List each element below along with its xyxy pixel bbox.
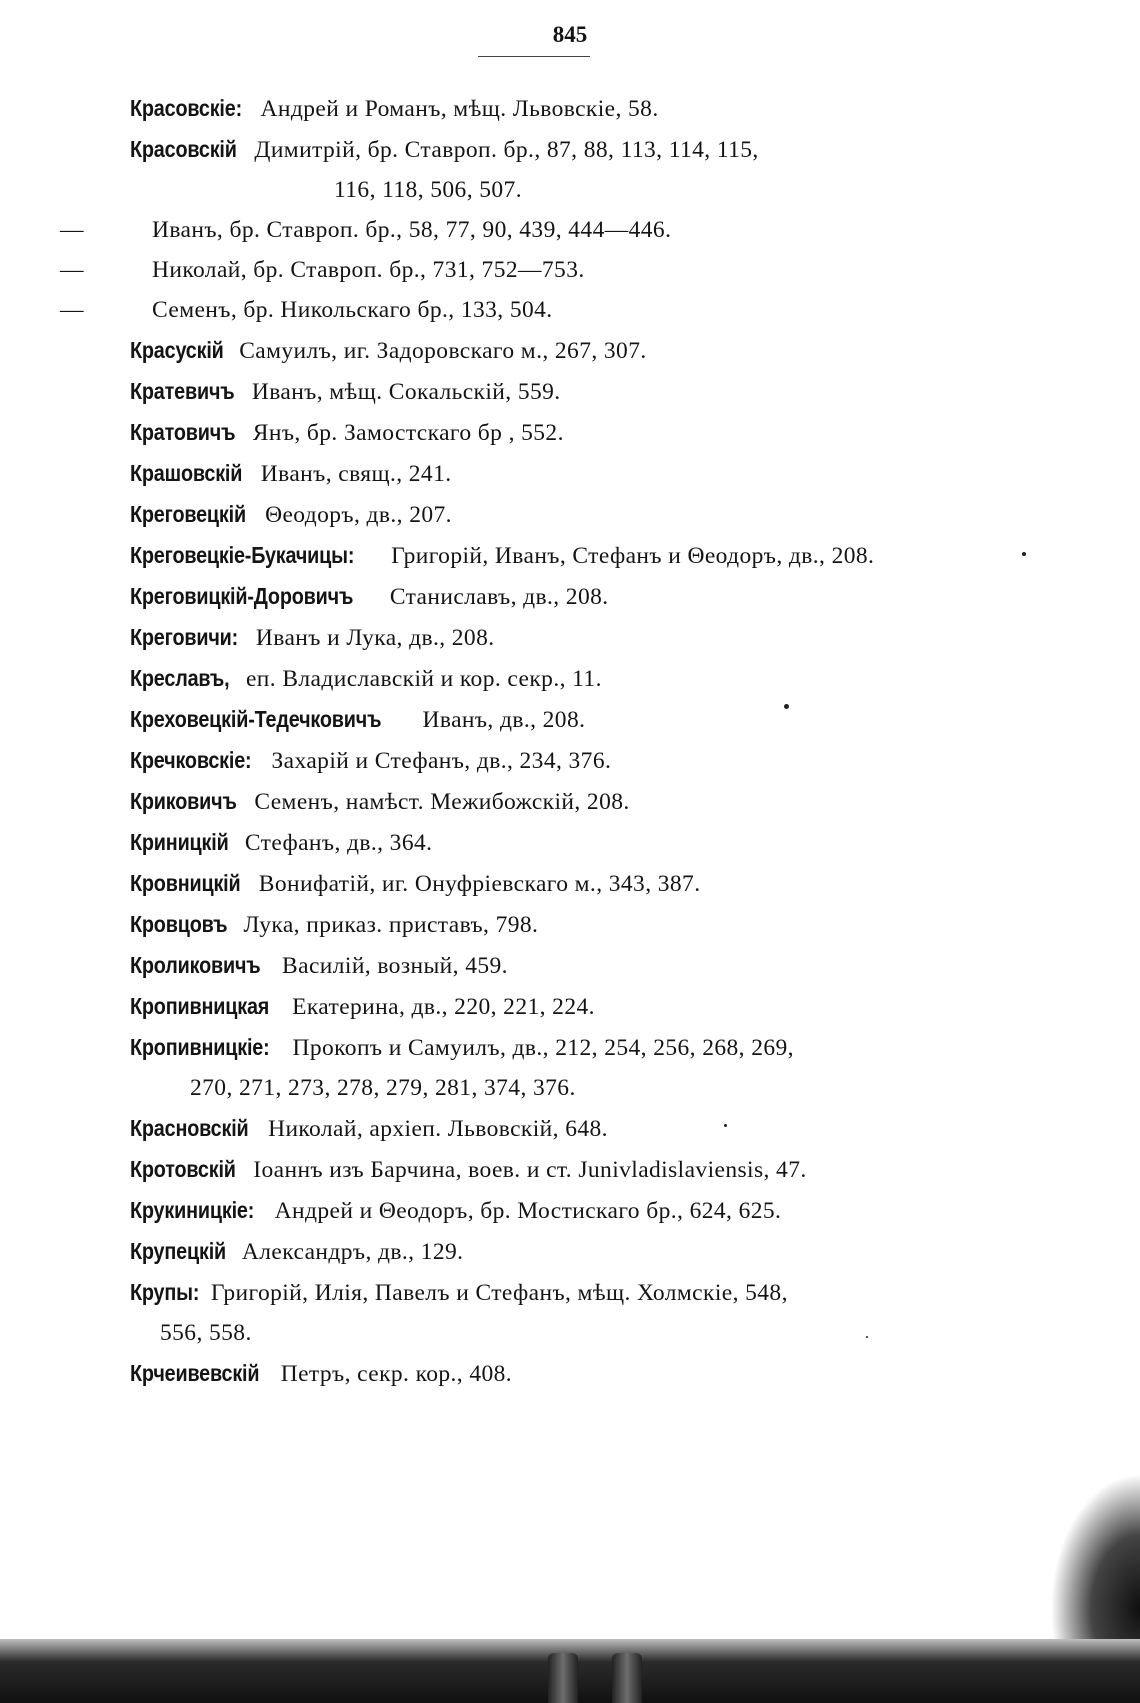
entry-headword: Кровницкій bbox=[130, 870, 241, 896]
index-entry bbox=[130, 781, 950, 822]
index-entry bbox=[130, 904, 950, 945]
entry-text: Θеодоръ, дв., 207. bbox=[258, 502, 452, 528]
index-entry bbox=[130, 658, 950, 699]
entry-dash: — bbox=[60, 297, 84, 323]
index-entry bbox=[130, 1027, 950, 1108]
entry-text: Іоаннъ изъ Барчина, воев. и ст. Junivladislaviensis, 47. bbox=[246, 1157, 807, 1183]
entry-text: Димитрій, бр. Ставроп. бр., 87, 88, 113, 114, 115, bbox=[248, 137, 759, 163]
entry-continuation: 556, 558. bbox=[160, 1320, 252, 1346]
entry-headword: Красовскій bbox=[130, 136, 237, 162]
entry-text: Янъ, бр. Замостскаго бр , 552. bbox=[246, 420, 564, 446]
index-entries bbox=[0, 88, 1140, 1394]
entry-continuation: 270, 271, 273, 278, 279, 281, 374, 376. bbox=[190, 1075, 576, 1101]
entry-text: Иванъ, бр. Ставроп. бр., 58, 77, 90, 439, 444—446. bbox=[152, 217, 672, 243]
entry-text: Александръ, дв., 129. bbox=[235, 1239, 464, 1265]
binding-clip bbox=[548, 1653, 578, 1703]
index-entry bbox=[130, 453, 950, 494]
scan-speck bbox=[866, 1336, 868, 1338]
entry-headword: Красовскіе: bbox=[130, 95, 243, 121]
index-entry bbox=[130, 129, 950, 210]
entry-text: Семенъ, намѣст. Межибожскій, 208. bbox=[248, 789, 630, 815]
entry-headword: Крашовскій bbox=[130, 460, 243, 486]
entry-text: Вонифатій, иг. Онуфріевскаго м., 343, 387. bbox=[252, 871, 701, 897]
entry-text: Андрей и Романъ, мѣщ. Львовскіе, 58. bbox=[254, 96, 659, 122]
entry-headword: Кропивницкіе: bbox=[130, 1034, 270, 1060]
index-entry bbox=[130, 535, 950, 576]
entry-headword: Креславъ, bbox=[130, 665, 230, 691]
index-entry bbox=[130, 945, 950, 986]
entry-headword: Крчеивевскій bbox=[130, 1360, 260, 1386]
index-subentry bbox=[60, 210, 880, 250]
entry-headword: Креговичи: bbox=[130, 624, 239, 650]
entry-text: Екатерина, дв., 220, 221, 224. bbox=[285, 994, 595, 1020]
entry-headword: Крупецкій bbox=[130, 1238, 227, 1264]
entry-headword: Кратовичъ bbox=[130, 419, 236, 445]
index-entry bbox=[130, 822, 950, 863]
entry-headword: Креговецкіе-Букачицы: bbox=[130, 542, 355, 568]
index-entry bbox=[130, 740, 950, 781]
entry-text: Петръ, секр. кор., 408. bbox=[274, 1361, 513, 1387]
index-entry bbox=[130, 986, 950, 1027]
entry-text: Стефанъ, дв., 364. bbox=[238, 830, 433, 856]
entry-headword: Крупы: bbox=[130, 1279, 200, 1305]
index-entry bbox=[130, 371, 950, 412]
scan-speck bbox=[784, 704, 789, 709]
entry-text: Иванъ, свящ., 241. bbox=[254, 461, 452, 487]
index-entry bbox=[130, 617, 950, 658]
entry-headword: Креговицкій-Доровичъ bbox=[130, 583, 354, 609]
entry-headword: Кратевичъ bbox=[130, 378, 235, 404]
entry-text: Прокопъ и Самуилъ, дв., 212, 254, 256, 268, 269, bbox=[286, 1035, 794, 1061]
entry-text: еп. Владиславскій и кор. секр., 11. bbox=[239, 666, 602, 692]
entry-dash: — bbox=[60, 217, 84, 243]
index-entry bbox=[130, 330, 950, 371]
index-entry bbox=[130, 1190, 950, 1231]
entry-headword: Кречковскіе: bbox=[130, 747, 252, 773]
entry-dash: — bbox=[60, 257, 84, 283]
index-entry bbox=[130, 1108, 950, 1149]
entry-text: Николай, бр. Ставроп. бр., 731, 752—753. bbox=[152, 257, 585, 283]
index-entry bbox=[130, 1231, 950, 1272]
index-subentry bbox=[60, 290, 880, 330]
index-entry bbox=[130, 699, 950, 740]
scan-speck bbox=[1022, 552, 1026, 556]
index-entry bbox=[130, 1272, 950, 1353]
entry-headword: Креговецкій bbox=[130, 501, 246, 527]
entry-headword: Красновскій bbox=[130, 1115, 249, 1141]
entry-text: Василій, возный, 459. bbox=[275, 953, 508, 979]
entry-text: Иванъ и Лука, дв., 208. bbox=[249, 625, 495, 651]
entry-text: Семенъ, бр. Никольскаго бр., 133, 504. bbox=[152, 297, 553, 323]
page-number: 845 bbox=[552, 22, 588, 47]
entry-text: Самуилъ, иг. Задоровскаго м., 267, 307. bbox=[232, 338, 647, 364]
entry-headword: Кротовскій bbox=[130, 1156, 236, 1182]
index-entry bbox=[130, 1149, 950, 1190]
entry-text: Андрей и Θеодоръ, бр. Мостискаго бр., 624, 625. bbox=[268, 1198, 782, 1224]
scan-speck bbox=[724, 1124, 727, 1127]
page-curl-shadow bbox=[1050, 1473, 1140, 1643]
entry-continuation: 116, 118, 506, 507. bbox=[334, 177, 522, 203]
entry-headword: Кровцовъ bbox=[130, 911, 228, 937]
entry-headword: Криницкій bbox=[130, 829, 229, 855]
index-entry bbox=[130, 412, 950, 453]
entry-text: Захарій и Стефанъ, дв., 234, 376. bbox=[265, 748, 612, 774]
index-entry bbox=[130, 863, 950, 904]
entry-headword: Криковичъ bbox=[130, 788, 237, 814]
entry-headword: Крукиницкіе: bbox=[130, 1197, 255, 1223]
entry-headword: Красускій bbox=[130, 337, 224, 363]
index-entry bbox=[130, 88, 950, 129]
entry-text: Григорій, Иванъ, Стефанъ и Θеодоръ, дв., 208. bbox=[384, 543, 875, 569]
entry-text: Станиславъ, дв., 208. bbox=[383, 584, 609, 610]
entry-headword: Креховецкій-Тедечковичъ bbox=[130, 706, 382, 732]
index-entry bbox=[130, 1353, 950, 1394]
entry-text: Иванъ, дв., 208. bbox=[416, 707, 586, 733]
entry-text: Григорій, Илія, Павелъ и Стефанъ, мѣщ. Холмскіе, 548, bbox=[204, 1280, 788, 1306]
page-number-rule bbox=[478, 56, 590, 57]
entry-text: Николай, архіеп. Львовскій, 648. bbox=[261, 1116, 608, 1142]
entry-headword: Кроликовичъ bbox=[130, 952, 261, 978]
entry-text: Лука, приказ. приставъ, 798. bbox=[237, 912, 539, 938]
index-entry bbox=[130, 494, 950, 535]
entry-text: Иванъ, мѣщ. Сокальскій, 559. bbox=[245, 379, 561, 405]
index-entry bbox=[130, 576, 950, 617]
entry-headword: Кропивницкая bbox=[130, 993, 270, 1019]
index-subentry bbox=[60, 250, 880, 290]
binding-clip bbox=[612, 1653, 642, 1703]
